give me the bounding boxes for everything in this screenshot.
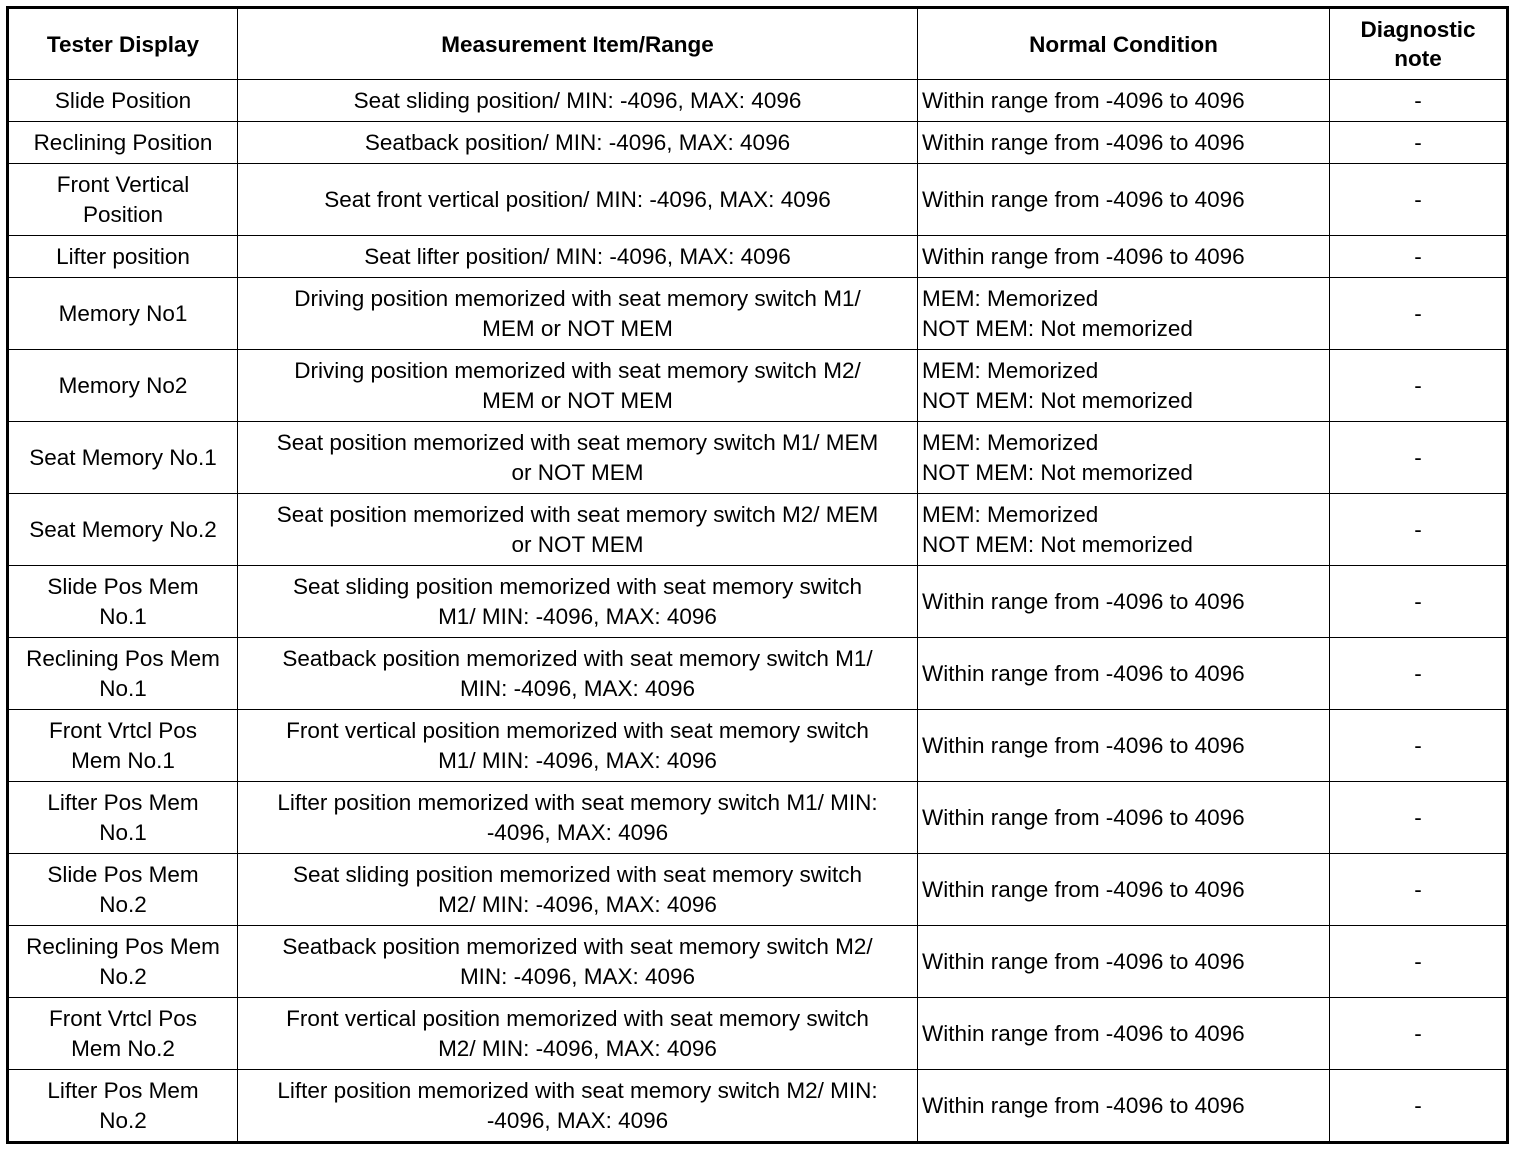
tester-display-cell-line: Front Vertical: [56, 171, 190, 197]
data-monitor-table: [6, 6, 1509, 1144]
tester-display-cell: [8, 1070, 238, 1143]
measurement-item-cell-line: Driving position memorized with seat memory switch M2/: [294, 357, 861, 383]
diagnostic-note-cell: -: [1330, 566, 1508, 638]
table-row: [8, 350, 1508, 422]
normal-condition-cell: [918, 350, 1330, 422]
measurement-item-cell: [238, 122, 918, 164]
normal-condition-cell-line: Within range from -4096 to 4096: [922, 1092, 1245, 1118]
measurement-item-cell: [238, 854, 918, 926]
measurement-item-cell: [238, 998, 918, 1070]
normal-condition-cell-line: MEM: Memorized: [922, 501, 1099, 527]
table-row: [8, 926, 1508, 998]
diagnostic-note-cell: -: [1330, 278, 1508, 350]
normal-condition-cell-line: Within range from -4096 to 4096: [922, 243, 1245, 269]
table-row: [8, 854, 1508, 926]
tester-display-cell-line: Reclining Pos Mem: [26, 933, 220, 959]
diagnostic-note-cell: -: [1330, 638, 1508, 710]
normal-condition-cell-line: MEM: Memorized: [922, 357, 1099, 383]
measurement-item-cell-line: M2/ MIN: -4096, MAX: 4096: [438, 891, 717, 917]
measurement-item-cell-line: Seat sliding position memorized with seat memory switch: [293, 861, 862, 887]
measurement-item-cell: [238, 350, 918, 422]
measurement-item-cell-line: Seatback position/ MIN: -4096, MAX: 4096: [364, 129, 791, 155]
normal-condition-cell: [918, 1070, 1330, 1143]
normal-condition-cell: [918, 638, 1330, 710]
diagnostic-note-cell: -: [1330, 1070, 1508, 1143]
table-row: [8, 80, 1508, 122]
normal-condition-cell: [918, 854, 1330, 926]
measurement-item-cell: [238, 278, 918, 350]
tester-display-cell: [8, 710, 238, 782]
diagnostic-note-cell: -: [1330, 80, 1508, 122]
normal-condition-cell-line: Within range from -4096 to 4096: [922, 588, 1245, 614]
table-row: [8, 782, 1508, 854]
tester-display-cell: [8, 854, 238, 926]
normal-condition-cell: [918, 998, 1330, 1070]
tester-display-cell-line: Position: [82, 201, 164, 227]
tester-display-cell-line: No.2: [99, 891, 147, 917]
diagnostic-note-cell: -: [1330, 236, 1508, 278]
diagnostic-note-cell: -: [1330, 926, 1508, 998]
tester-display-cell-line: No.1: [99, 603, 147, 629]
tester-display-cell: [8, 494, 238, 566]
measurement-item-cell-line: -4096, MAX: 4096: [486, 1107, 669, 1133]
normal-condition-cell: [918, 710, 1330, 782]
measurement-item-cell-line: MIN: -4096, MAX: 4096: [459, 963, 696, 989]
measurement-item-cell-line: or NOT MEM: [511, 531, 644, 557]
tester-display-cell-line: Mem No.2: [71, 1035, 175, 1061]
normal-condition-cell-line: Within range from -4096 to 4096: [922, 1020, 1245, 1046]
measurement-item-cell-line: Front vertical position memorized with seat memory switch: [286, 717, 869, 743]
tester-display-cell: [8, 422, 238, 494]
tester-display-cell-line: Lifter Pos Mem: [47, 1077, 199, 1103]
header-diagnostic-note-line: note: [1394, 46, 1442, 71]
header-measurement-item-range: Measurement Item/Range: [238, 8, 918, 80]
measurement-item-cell-line: Seat front vertical position/ MIN: -4096, MAX: 4096: [324, 186, 831, 212]
normal-condition-cell-line: Within range from -4096 to 4096: [922, 87, 1245, 113]
tester-display-cell-line: Front Vrtcl Pos: [49, 717, 197, 743]
normal-condition-cell-line: Within range from -4096 to 4096: [922, 660, 1245, 686]
diagnostic-note-cell: -: [1330, 350, 1508, 422]
normal-condition-cell: [918, 422, 1330, 494]
normal-condition-cell: [918, 782, 1330, 854]
measurement-item-cell: [238, 1070, 918, 1143]
normal-condition-cell: [918, 122, 1330, 164]
tester-display-cell-line: Slide Pos Mem: [47, 861, 199, 887]
tester-display-cell-line: Reclining Pos Mem: [26, 645, 220, 671]
tester-display-cell-line: No.1: [99, 675, 147, 701]
header-normal-condition: Normal Condition: [918, 8, 1330, 80]
measurement-item-cell-line: Seatback position memorized with seat memory switch M1/: [282, 645, 873, 671]
measurement-item-cell: [238, 638, 918, 710]
tester-display-cell: [8, 278, 238, 350]
table-row: [8, 164, 1508, 236]
normal-condition-cell-line: Within range from -4096 to 4096: [922, 948, 1245, 974]
tester-display-cell-line: Lifter position: [56, 243, 190, 269]
header-diagnostic-note: [1330, 8, 1508, 80]
table-row: [8, 998, 1508, 1070]
tester-display-cell-line: Seat Memory No.2: [29, 516, 217, 542]
tester-display-cell-line: Reclining Position: [33, 129, 213, 155]
normal-condition-cell: [918, 494, 1330, 566]
table-row: [8, 1070, 1508, 1143]
table-header-row: [8, 8, 1508, 80]
normal-condition-cell: [918, 278, 1330, 350]
measurement-item-cell: [238, 164, 918, 236]
measurement-item-cell-line: MEM or NOT MEM: [482, 387, 673, 413]
tester-display-cell: [8, 638, 238, 710]
diagnostic-note-cell: -: [1330, 164, 1508, 236]
tester-display-cell: [8, 566, 238, 638]
normal-condition-cell: [918, 80, 1330, 122]
tester-display-cell-line: Mem No.1: [71, 747, 175, 773]
normal-condition-cell-line: Within range from -4096 to 4096: [922, 732, 1245, 758]
tester-display-cell-line: Slide Position: [54, 87, 192, 113]
measurement-item-cell-line: Seatback position memorized with seat memory switch M2/: [282, 933, 873, 959]
table-row: [8, 422, 1508, 494]
tester-display-cell-line: Lifter Pos Mem: [47, 789, 199, 815]
measurement-item-cell-line: M1/ MIN: -4096, MAX: 4096: [438, 603, 717, 629]
measurement-item-cell-line: M2/ MIN: -4096, MAX: 4096: [438, 1035, 717, 1061]
diagnostic-note-cell: -: [1330, 998, 1508, 1070]
measurement-item-cell-line: Driving position memorized with seat memory switch M1/: [294, 285, 861, 311]
normal-condition-cell-line: NOT MEM: Not memorized: [922, 387, 1193, 413]
measurement-item-cell-line: -4096, MAX: 4096: [486, 819, 669, 845]
measurement-item-cell-line: M1/ MIN: -4096, MAX: 4096: [438, 747, 717, 773]
measurement-item-cell: [238, 494, 918, 566]
normal-condition-cell: [918, 164, 1330, 236]
tester-display-cell: [8, 164, 238, 236]
tester-display-cell-line: Seat Memory No.1: [29, 444, 217, 470]
diagnostic-note-cell: -: [1330, 494, 1508, 566]
tester-display-cell: [8, 122, 238, 164]
measurement-item-cell-line: MEM or NOT MEM: [482, 315, 673, 341]
measurement-item-cell-line: Seat position memorized with seat memory switch M2/ MEM: [276, 501, 879, 527]
tester-display-cell: [8, 236, 238, 278]
measurement-item-cell-line: Seat sliding position/ MIN: -4096, MAX: 4096: [353, 87, 802, 113]
normal-condition-cell-line: Within range from -4096 to 4096: [922, 129, 1245, 155]
measurement-item-cell-line: Lifter position memorized with seat memory switch M2/ MIN:: [277, 1077, 878, 1103]
normal-condition-cell: [918, 236, 1330, 278]
tester-display-cell: [8, 782, 238, 854]
tester-display-cell: [8, 350, 238, 422]
tester-display-cell-line: Memory No2: [58, 372, 188, 398]
measurement-item-cell: [238, 422, 918, 494]
table-row: [8, 278, 1508, 350]
table-row: [8, 236, 1508, 278]
measurement-item-cell-line: Seat sliding position memorized with seat memory switch: [293, 573, 862, 599]
measurement-item-cell-line: or NOT MEM: [511, 459, 644, 485]
normal-condition-cell-line: NOT MEM: Not memorized: [922, 315, 1193, 341]
header-tester-display: Tester Display: [8, 8, 238, 80]
measurement-item-cell-line: MIN: -4096, MAX: 4096: [459, 675, 696, 701]
tester-display-cell-line: Slide Pos Mem: [47, 573, 199, 599]
normal-condition-cell: [918, 566, 1330, 638]
measurement-item-cell-line: Front vertical position memorized with seat memory switch: [286, 1005, 869, 1031]
normal-condition-cell-line: Within range from -4096 to 4096: [922, 876, 1245, 902]
tester-display-cell: [8, 926, 238, 998]
tester-display-cell-line: Memory No1: [58, 300, 188, 326]
header-diagnostic-note-line: Diagnostic: [1360, 17, 1476, 42]
diagnostic-note-cell: -: [1330, 854, 1508, 926]
measurement-item-cell: [238, 566, 918, 638]
measurement-item-cell: [238, 782, 918, 854]
normal-condition-cell-line: Within range from -4096 to 4096: [922, 804, 1245, 830]
tester-display-cell-line: No.1: [99, 819, 147, 845]
table-row: [8, 566, 1508, 638]
tester-display-cell-line: No.2: [99, 963, 147, 989]
table-row: [8, 494, 1508, 566]
diagnostic-note-cell: -: [1330, 422, 1508, 494]
diagnostic-note-cell: -: [1330, 122, 1508, 164]
measurement-item-cell: [238, 80, 918, 122]
measurement-item-cell: [238, 236, 918, 278]
normal-condition-cell-line: MEM: Memorized: [922, 429, 1099, 455]
tester-display-cell-line: Front Vrtcl Pos: [49, 1005, 197, 1031]
table-row: [8, 638, 1508, 710]
measurement-item-cell-line: Lifter position memorized with seat memory switch M1/ MIN:: [277, 789, 878, 815]
tester-display-cell: [8, 80, 238, 122]
normal-condition-cell-line: NOT MEM: Not memorized: [922, 531, 1193, 557]
normal-condition-cell-line: NOT MEM: Not memorized: [922, 459, 1193, 485]
measurement-item-cell: [238, 926, 918, 998]
measurement-item-cell: [238, 710, 918, 782]
tester-display-cell: [8, 998, 238, 1070]
normal-condition-cell-line: MEM: Memorized: [922, 285, 1099, 311]
measurement-item-cell-line: Seat lifter position/ MIN: -4096, MAX: 4096: [364, 243, 791, 269]
diagnostic-note-cell: -: [1330, 782, 1508, 854]
table-row: [8, 122, 1508, 164]
normal-condition-cell-line: Within range from -4096 to 4096: [922, 186, 1245, 212]
normal-condition-cell: [918, 926, 1330, 998]
table-row: [8, 710, 1508, 782]
tester-display-cell-line: No.2: [99, 1107, 147, 1133]
measurement-item-cell-line: Seat position memorized with seat memory switch M1/ MEM: [276, 429, 879, 455]
diagnostic-note-cell: -: [1330, 710, 1508, 782]
